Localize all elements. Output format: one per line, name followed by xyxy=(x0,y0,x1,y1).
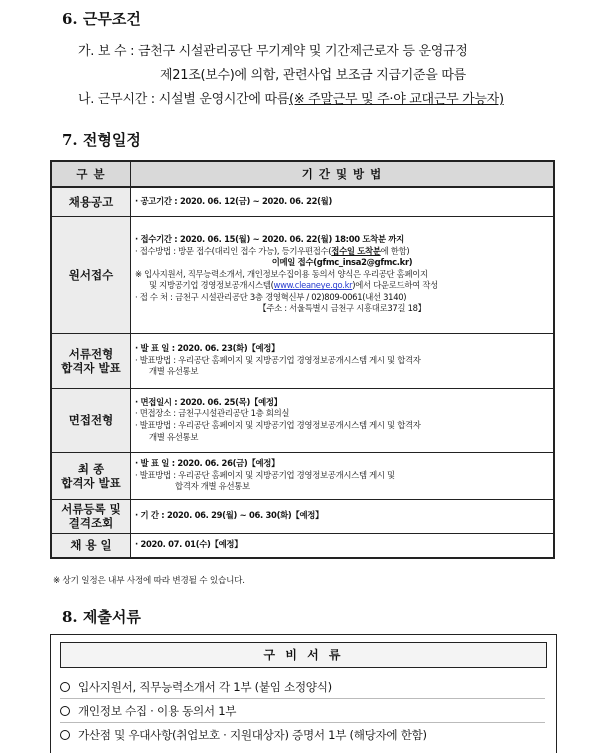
documents-box-title: 구 비 서 류 xyxy=(60,642,547,668)
final-date: · 발 표 일 : 2020. 06. 26(금)【예정】 xyxy=(135,458,280,469)
divider xyxy=(60,722,545,723)
final-method-cont: 합격자 개별 유선통보 xyxy=(175,481,250,492)
row-interview xyxy=(51,388,554,452)
hours-text: 시설별 운영시간에 따름 xyxy=(158,92,289,107)
doc-method-cont: 개별 유선통보 xyxy=(149,366,199,377)
section7-title: 7. 전형일정 xyxy=(62,131,141,149)
documents-box xyxy=(50,634,557,753)
apply-form-source: 및 지방공기업 경영정보공개시스템(www.cleaneye.go.kr)에서 다운로드하여 작성 xyxy=(149,280,438,291)
circle-bullet-icon xyxy=(60,730,70,740)
row-final-label1: 최 종 xyxy=(77,461,105,476)
hours-note: (※ 주말근무 및 주·야 교대근무 가능자) xyxy=(288,92,504,107)
row-interview-label: 면접전형 xyxy=(51,388,131,452)
row-final xyxy=(51,452,554,499)
interview-date: · 면접일시 : 2020. 06. 25(목)【예정】 xyxy=(135,396,282,407)
notice-period: · 공고기간 : 2020. 06. 12(금) ~ 2020. 06. 22(월) xyxy=(135,195,333,206)
apply-method: · 접수방법 : 방문 접수(대리인 접수 가능), 등기우편접수(접수일 도착분에 한함) xyxy=(135,245,410,256)
schedule-header-row xyxy=(51,161,554,187)
header-category: 구 분 xyxy=(51,161,131,187)
pay-line2: 제21조(보수)에 의함, 관련사업 보조금 지급기준을 따름 xyxy=(160,68,466,83)
row-notice-label: 채용공고 xyxy=(51,187,131,216)
row-register xyxy=(51,499,554,533)
apply-period: · 접수기간 : 2020. 06. 15(월) ~ 2020. 06. 22(월) 18:00 도착분 까지 xyxy=(135,233,404,244)
circle-bullet-icon xyxy=(60,706,70,716)
interview-place: · 면접장소 : 금천구시설관리공단 1층 회의실 xyxy=(135,408,290,419)
header-period-method: 기 간 및 방 법 xyxy=(131,161,555,187)
pay-line1 xyxy=(78,40,467,59)
hours-line xyxy=(78,88,504,107)
document-item: 개인정보 수집 · 이용 동의서 1부 xyxy=(60,703,236,719)
section6-title: 6. 근무조건 xyxy=(62,10,141,28)
register-period: · 기 간 : 2020. 06. 29(월) ~ 06. 30(화)【예정】 xyxy=(135,510,324,521)
section8-title: 8. 제출서류 xyxy=(62,608,141,626)
apply-place: · 접 수 처 : 금천구 시설관리공단 3층 경영혁신부 / 02)809-0061(내선 3140) xyxy=(135,291,407,302)
final-method: · 발표방법 : 우리공단 홈페이지 및 지방공기업 경영정보공개시스템 게시 및 xyxy=(135,469,395,480)
row-apply xyxy=(51,216,554,333)
pay-text1: 금천구 시설관리공단 무기계약 및 기간제근로자 등 운영규정 xyxy=(138,44,468,59)
hours-label: 나. 근무시간 : xyxy=(78,92,155,107)
apply-email: 이메일 접수(gfmc_insa2@gfmc.kr) xyxy=(271,257,413,268)
row-register-label2: 결격조회 xyxy=(68,516,114,530)
row-doc-label1: 서류전형 xyxy=(68,346,114,361)
circle-bullet-icon xyxy=(60,682,70,692)
cleaneye-link[interactable]: www.cleaneye.go.kr xyxy=(273,280,353,291)
row-hire xyxy=(51,533,554,558)
row-apply-label: 원서접수 xyxy=(51,216,131,333)
row-final-label2: 합격자 발표 xyxy=(61,475,121,490)
row-hire-label: 채 용 일 xyxy=(51,533,131,558)
apply-address: 【주소 : 서울특별시 금천구 시흥대로37길 18】 xyxy=(258,303,426,314)
row-doc-label2: 합격자 발표 xyxy=(61,360,121,375)
interview-method: · 발표방법 : 우리공단 홈페이지 및 지방공기업 경영정보공개시스템 게시 및 합격자 xyxy=(135,420,421,430)
apply-form-note: ※ 입사지원서, 직무능력소개서, 개인정보수집이용 동의서 양식은 우리공단 홈페이지 xyxy=(135,268,428,279)
schedule-note: ※ 상기 일정은 내부 사정에 따라 변경될 수 있습니다. xyxy=(53,576,245,586)
hire-date: · 2020. 07. 01(수)【예정】 xyxy=(135,539,243,550)
schedule-table xyxy=(50,160,555,559)
row-register-label1: 서류등록 및 xyxy=(61,502,121,516)
row-doc xyxy=(51,333,554,388)
document-item: 가산점 및 우대사항(취업보호 · 지원대상자) 증명서 1부 (해당자에 한함) xyxy=(60,727,427,743)
doc-method: · 발표방법 : 우리공단 홈페이지 및 지방공기업 경영정보공개시스템 게시 및 합격자 xyxy=(135,354,421,365)
divider xyxy=(60,698,545,699)
interview-method-cont: 개별 유선통보 xyxy=(149,431,199,442)
doc-date: · 발 표 일 : 2020. 06. 23(화)【예정】 xyxy=(135,343,280,354)
pay-label: 가. 보 수 : xyxy=(78,44,135,59)
document-item: 입사지원서, 직무능력소개서 각 1부 (붙임 소정양식) xyxy=(60,679,332,695)
row-notice xyxy=(51,187,554,216)
